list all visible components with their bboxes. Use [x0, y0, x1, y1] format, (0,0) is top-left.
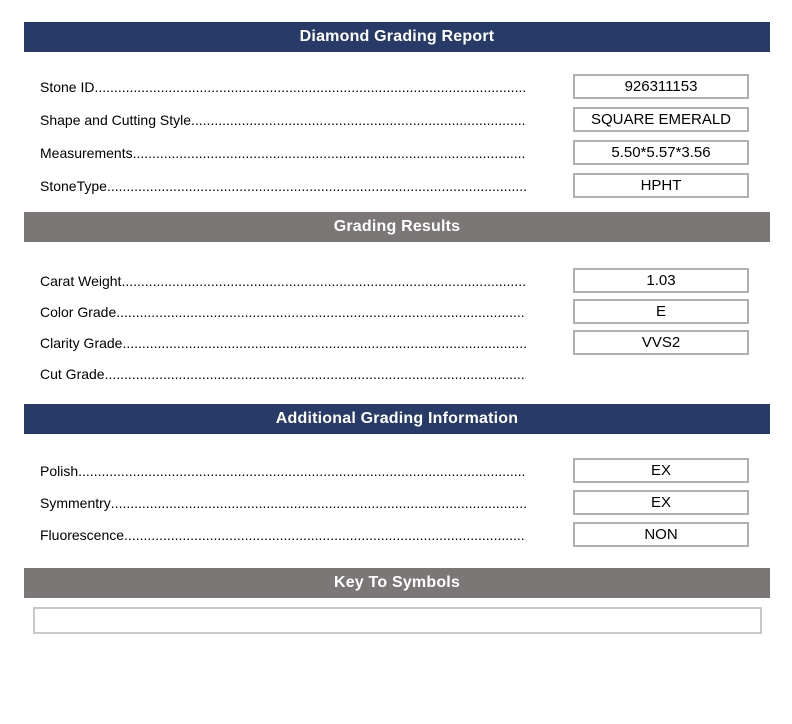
stone-identification-rows — [24, 74, 770, 198]
row-symmetry — [24, 490, 770, 515]
row-clarity-grade — [24, 330, 770, 355]
row-shape-cutting-style — [24, 107, 770, 132]
cut-grade-label: Cut Grade ..... — [40, 366, 526, 382]
color-grade-value: E — [573, 299, 749, 324]
dot-leader — [94, 79, 526, 95]
shape-cutting-style-value: SQUARE EMERALD — [573, 107, 749, 132]
row-stone-id — [24, 74, 770, 99]
symmetry-label: Symmentry ..... — [40, 495, 526, 511]
stone-type-label: StoneType ..... — [40, 178, 526, 194]
key-to-symbols-box — [33, 607, 762, 634]
stone-id-label: Stone ID ..... — [40, 79, 526, 95]
fluorescence-label: Fluorescence ..... — [40, 527, 526, 543]
polish-label: Polish ..... — [40, 463, 526, 479]
dot-leader — [107, 178, 526, 194]
symmetry-value: EX — [573, 490, 749, 515]
clarity-grade-value: VVS2 — [573, 330, 749, 355]
grading-results-rows — [24, 268, 770, 386]
dot-leader — [191, 112, 526, 128]
dot-leader — [124, 527, 526, 543]
dot-leader — [133, 145, 526, 161]
dot-leader — [105, 366, 526, 382]
dot-leader — [78, 463, 526, 479]
section-header-additional-grading-information — [24, 404, 770, 434]
measurements-label: Measurements ..... — [40, 145, 526, 161]
row-color-grade — [24, 299, 770, 324]
section-title: Key To Symbols — [333, 574, 461, 591]
row-stone-type — [24, 173, 770, 198]
measurements-value: 5.50*5.57*3.56 — [573, 140, 749, 165]
carat-weight-label: Carat Weight ..... — [40, 273, 526, 289]
section-header-diamond-grading-report — [24, 22, 770, 52]
section-title: Grading Results — [333, 218, 461, 235]
polish-value: EX — [573, 458, 749, 483]
clarity-grade-label: Clarity Grade ..... — [40, 335, 526, 351]
color-grade-label: Color Grade ..... — [40, 304, 526, 320]
section-title: Additional Grading Information — [275, 410, 519, 427]
section-title: Diamond Grading Report — [299, 28, 495, 45]
row-cut-grade — [24, 361, 770, 386]
section-header-key-to-symbols — [24, 568, 770, 598]
carat-weight-value: 1.03 — [573, 268, 749, 293]
fluorescence-value: NON — [573, 522, 749, 547]
dot-leader — [116, 304, 526, 320]
stone-id-value: 926311153 — [573, 74, 749, 99]
row-fluorescence — [24, 522, 770, 547]
additional-grading-rows — [24, 458, 770, 547]
section-header-grading-results — [24, 212, 770, 242]
row-carat-weight — [24, 268, 770, 293]
stone-type-value: HPHT — [573, 173, 749, 198]
shape-cutting-style-label: Shape and Cutting Style ..... — [40, 112, 526, 128]
dot-leader — [121, 273, 526, 289]
dot-leader — [122, 335, 526, 351]
row-polish — [24, 458, 770, 483]
row-measurements — [24, 140, 770, 165]
dot-leader — [111, 495, 526, 511]
